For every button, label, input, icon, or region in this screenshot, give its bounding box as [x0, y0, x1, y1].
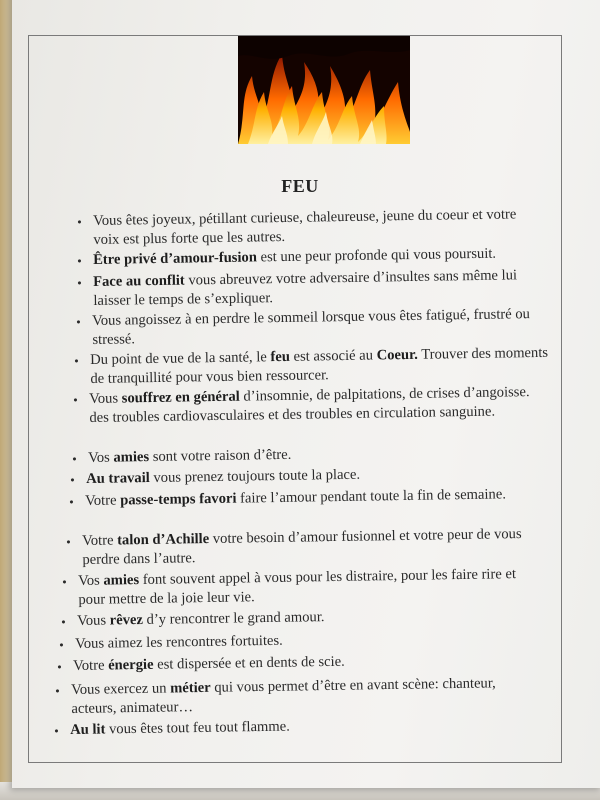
bold-phrase: rêvez	[109, 611, 144, 629]
bold-phrase: énergie	[108, 656, 154, 674]
bullet-glyph: •	[77, 253, 82, 269]
text-phrase: vous prenez toujours toute la place.	[149, 466, 361, 486]
bullet-glyph: •	[73, 392, 78, 408]
text-phrase: est une peur profonde qui vous poursuit.	[256, 245, 497, 266]
list-item	[77, 205, 546, 250]
bold-phrase: Au travail	[86, 470, 150, 487]
bullet-glyph: •	[54, 723, 59, 739]
bullet-glyph: •	[61, 614, 66, 630]
bold-phrase: passe-temps favori	[120, 490, 237, 509]
list-item	[69, 485, 521, 511]
bullet-glyph: •	[76, 314, 81, 330]
bold-phrase: souffrez en général	[121, 388, 240, 407]
text-phrase: d’insomnie, de palpitations, de crises d’angoisse. des troubles cardiovasculaires et des troubles en circulation sanguine.	[89, 384, 530, 426]
list-item	[62, 565, 541, 610]
text-phrase: Votre	[73, 657, 109, 674]
list-item	[77, 266, 556, 311]
list-item	[55, 674, 532, 719]
text-phrase: Vous	[89, 390, 122, 407]
bullet-glyph: •	[69, 494, 74, 510]
text-phrase: Vos	[88, 449, 114, 466]
text-phrase: Vous	[77, 612, 110, 629]
bold-phrase: amies	[113, 449, 150, 466]
list-item	[73, 383, 542, 428]
text-phrase: Vous aimez les rencontres fortuites.	[75, 632, 283, 652]
text-phrase: Du point de vue de la santé, le	[90, 349, 271, 368]
bold-phrase: Au lit	[70, 721, 106, 738]
text-phrase: est dispersée et en dents de scie.	[153, 653, 345, 673]
list-item	[57, 650, 513, 676]
bullet-glyph: •	[77, 275, 82, 291]
bullet-glyph: •	[70, 472, 75, 488]
list-item	[66, 525, 533, 570]
text-phrase: Votre	[85, 492, 121, 509]
list-item	[76, 305, 549, 350]
text-phrase: faire l’amour pendant toute la fin de semaine.	[236, 486, 507, 507]
bold-phrase: amies	[103, 572, 140, 589]
text-phrase: vous abreuvez votre adversaire d’insultes sans même lui laisser le temps de s’expliquer.	[93, 267, 518, 309]
bullet-glyph: •	[72, 451, 77, 467]
bold-phrase: Être privé d’amour-fusion	[93, 249, 258, 268]
bold-phrase: Face au conflit	[93, 272, 185, 290]
bold-phrase: métier	[170, 679, 211, 697]
text-phrase: Vous angoissez à en perdre le sommeil lorsque vous êtes fatigué, frustré ou stressé.	[92, 306, 531, 348]
text-phrase: Trouver des moments de tranquillité pour vous bien ressourcer.	[90, 344, 549, 387]
text-phrase: Votre	[82, 532, 118, 549]
bullet-glyph: •	[74, 353, 79, 369]
bullet-glyph: •	[59, 637, 64, 653]
page-title: FEU	[281, 176, 319, 196]
bullet-glyph: •	[66, 534, 71, 550]
text-phrase: sont votre raison d’être.	[148, 446, 292, 466]
text-phrase: d’y rencontrer le grand amour.	[142, 609, 325, 628]
bullet-glyph: •	[77, 214, 82, 230]
text-phrase: Vous exercez un	[71, 680, 171, 698]
text-phrase: Vous êtes joyeux, pétillant curieuse, chaleureuse, jeune du coeur et votre voix est plus forte que les autres.	[93, 206, 517, 248]
bold-phrase: talon d’Achille	[117, 531, 210, 549]
list-item	[74, 344, 551, 389]
bullet-glyph: •	[62, 574, 67, 590]
text-phrase: vous êtes tout feu tout flamme.	[105, 718, 290, 738]
text-phrase: est associé au	[289, 347, 377, 365]
text-phrase: Vos	[78, 572, 104, 589]
bullet-glyph: •	[57, 659, 62, 675]
text-phrase: font souvent appel à vous pour les distraire, pour les faire rire et pour mettre de la joie leur vie.	[78, 566, 517, 608]
text-phrase: qui vous permet d’être en avant scène: chanteur, acteurs, animateur…	[71, 675, 496, 717]
bold-phrase: Coeur.	[376, 346, 418, 364]
bold-phrase: feu	[270, 348, 291, 366]
text-phrase: votre besoin d’amour fusionnel et votre peur de vous perdre dans l’autre.	[82, 526, 522, 568]
bullet-glyph: •	[55, 683, 60, 699]
